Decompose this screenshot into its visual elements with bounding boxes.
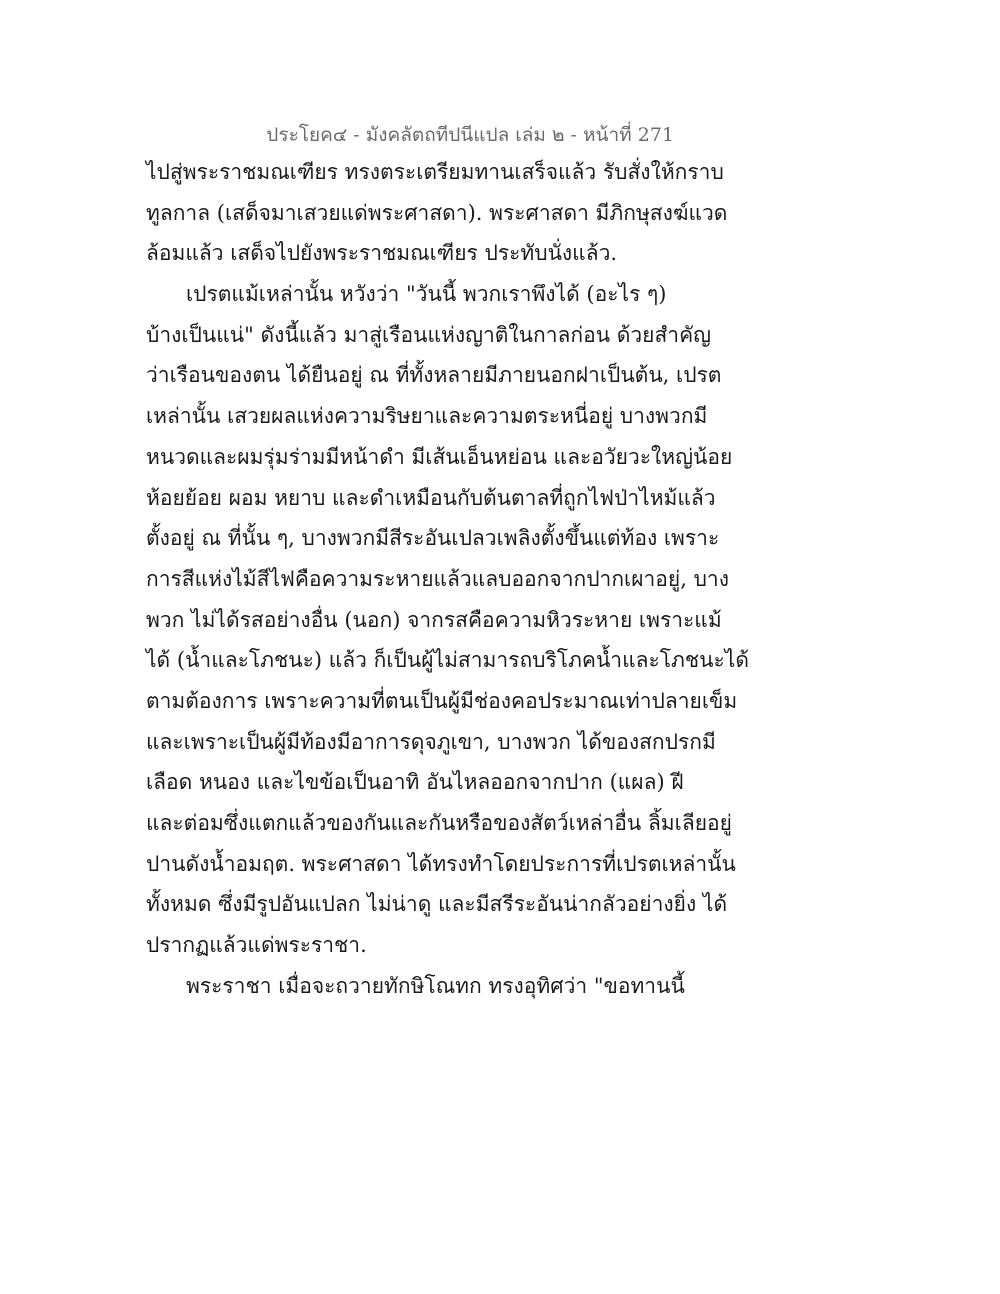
body-text (146, 152, 749, 1006)
text-line: หนวดและผมรุ่มร่ามมีหน้าดำ มีเส้นเอ็นหย่อน และอวัยวะใหญ่น้อย (146, 444, 733, 469)
text-line: ตั้งอยู่ ณ ที่นั้น ๆ, บางพวกมีสีระอันเปลวเพลิงตั้งขึ้นแต่ท้อง เพราะ (146, 526, 720, 551)
text-line: ล้อมแล้ว เสด็จไปยังพระราชมณเฑียร ประทับนั่งแล้ว. (146, 241, 618, 266)
paragraph-first-line: เปรตแม้เหล่านั้น หวังว่า "วันนี้ พวกเราพึงได้ (อะไร ๆ) (186, 282, 667, 307)
text-line: การสีแห่งไม้สีไฟคือความระหายแล้วแลบออกจากปากเผาอยู่, บาง (146, 566, 729, 591)
text-line: และต่อมซึ่งแตกแล้วของกันและกันหรือของสัตว์เหล่าอื่น ลิ้มเลียอยู่ (146, 811, 732, 835)
text-line: ว่าเรือนของตน ได้ยืนอยู่ ณ ที่ทั้งหลายมีภายนอกฝาเป็นต้น, เปรต (146, 363, 722, 388)
text-line: เลือด หนอง และไขข้อเป็นอาทิ อันไหลออกจากปาก (แผล) ฝี (146, 770, 684, 795)
paragraph-first-line: พระราชา เมื่อจะถวายทักษิโณทก ทรงอุทิศว่า "ขอทานนี้ (186, 973, 685, 998)
text-line: บ้างเป็นแน่" ดังนี้แล้ว มาสู่เรือนแห่งญาติในกาลก่อน ด้วยสำคัญ (146, 322, 712, 347)
text-line: ปานดังน้ำอมฤต. พระศาสดา ได้ทรงทำโดยประการที่เปรตเหล่านั้น (146, 851, 736, 876)
text-line: ห้อยย้อย ผอม หยาบ และดำเหมือนกับต้นตาลที่ถูกไฟป่าไหม้แล้ว (146, 485, 716, 510)
text-line: ไปสู่พระราชมณเฑียร ทรงตระเตรียมทานเสร็จแล้ว รับสั่งให้กราบ (146, 160, 724, 184)
text-line: ตามต้องการ เพราะความที่ตนเป็นผู้มีช่องคอประมาณเท่าปลายเข็ม (146, 688, 738, 713)
text-line: ได้ (น้ำและโภชนะ) แล้ว ก็เป็นผู้ไม่สามารถบริโภคน้ำและโภชนะได้ (146, 648, 749, 673)
text-line: ทูลกาล (เสด็จมาเสวยแด่พระศาสดา). พระศาสดา มีภิกษุสงฆ์แวด (146, 200, 728, 225)
text-line: ปรากฏแล้วแด่พระราชา. (146, 933, 367, 958)
text-line: เหล่านั้น เสวยผลแห่งความริษยาและความตระหนี่อยู่ บางพวกมี (146, 404, 708, 429)
text-line: และเพราะเป็นผู้มีท้องมีอาการดุจภูเขา, บางพวก ได้ของสกปรกมี (146, 729, 716, 754)
text-line: พวก ไม่ได้รสอย่างอื่น (นอก) จากรสคือความหิวระหาย เพราะแม้ (146, 607, 722, 632)
text-line: ทั้งหมด ซึ่งมีรูปอันแปลก ไม่น่าดู และมีสรีระอันน่ากลัวอย่างยิ่ง ได้ (146, 892, 728, 917)
running-header: ประโยค๔ - มังคลัตถทีปนีแปล เล่ม ๒ - หน้าที่ 271 (266, 124, 674, 146)
